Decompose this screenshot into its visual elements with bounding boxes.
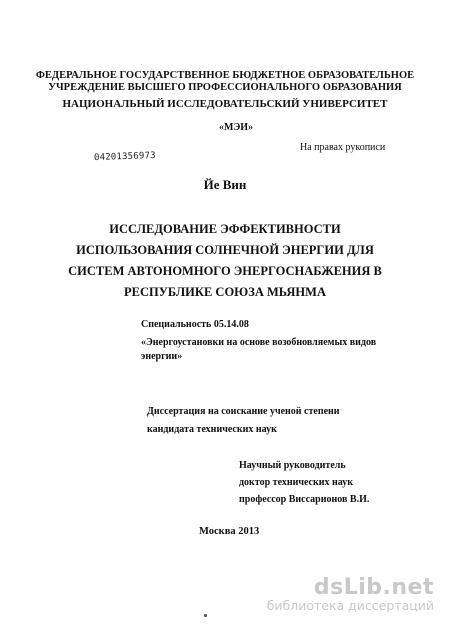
title-line: РЕСПУБЛИКЕ СОЮЗА МЬЯНМА [124,285,326,299]
supervisor-name: профессор Виссарионов В.И. [239,494,370,505]
supervisor-degree: доктор технических наук [239,477,354,488]
author-name: Йе Вин [203,177,247,192]
degree-line-2: кандидата технических наук [147,424,277,435]
specialty-code: Специальность 05.14.08 [141,319,249,330]
manuscript-rights-note: На правах рукописи [300,142,386,153]
org-header-line-1: ФЕДЕРАЛЬНОЕ ГОСУДАРСТВЕННОЕ БЮДЖЕТНОЕ ОБРАЗОВАТЕЛЬНОЕ [35,70,415,81]
org-header-line-2: УЧРЕЖДЕНИЕ ВЫСШЕГО ПРОФЕССИОНАЛЬНОГО ОБРАЗОВАНИЯ [48,82,402,93]
watermark-brand: dsLib.net [313,575,434,600]
university-name: НАЦИОНАЛЬНЫЙ ИССЛЕДОВАТЕЛЬСКИЙ УНИВЕРСИТЕТ [62,98,388,110]
dissertation-title [0,219,450,303]
city-year: Москва 2013 [199,526,260,537]
supervisor-label: Научный руководитель [239,460,346,471]
degree-line-1: Диссертация на соискание ученой степени [147,406,340,417]
title-line: ИСПОЛЬЗОВАНИЯ СОЛНЕЧНОЙ ЭНЕРГИИ ДЛЯ [76,243,374,257]
title-line: ИССЛЕДОВАНИЕ ЭФФЕКТИВНОСТИ [109,222,341,236]
title-line: СИСТЕМ АВТОНОМНОГО ЭНЕРГОСНАБЖЕНИЯ В [68,264,382,278]
university-short-name: «МЭИ» [219,122,253,133]
watermark-subtitle: библиотека диссертаций [266,598,434,613]
page-mark [204,614,207,617]
specialty-name: «Энергоустановки на основе возобновляемых видов энергии» [141,337,377,362]
library-stamp-number: 04201356973 [93,150,156,164]
